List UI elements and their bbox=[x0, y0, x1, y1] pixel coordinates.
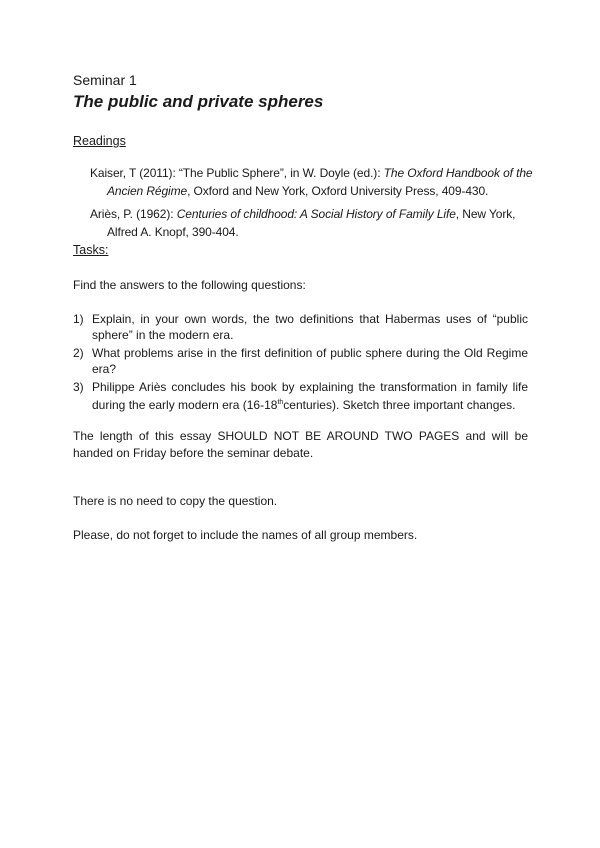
question-number: 2) bbox=[73, 346, 84, 360]
question-text-start: Philippe Ariès concludes his book by explaining the transformation in family life during the early modern era (16-18 bbox=[92, 380, 528, 412]
reading-title: Centuries of childhood: A Social History of Family Life bbox=[176, 207, 456, 221]
seminar-number: Seminar 1 bbox=[73, 72, 137, 88]
page-title: The public and private spheres bbox=[73, 92, 324, 111]
question-list bbox=[73, 311, 528, 415]
question-item bbox=[73, 345, 528, 377]
question-text: Explain, in your own words, the two definitions that Habermas uses of “public sphere” in the modern era. bbox=[92, 312, 528, 342]
reading-prefix: Ariès, P. (1962): bbox=[90, 207, 177, 221]
question-number: 1) bbox=[73, 312, 84, 326]
reading-item bbox=[90, 205, 547, 241]
group-names-note: Please, do not forget to include the names of all group members. bbox=[73, 528, 418, 542]
question-item bbox=[73, 379, 528, 413]
readings-heading: Readings bbox=[73, 134, 126, 148]
question-text bbox=[92, 380, 528, 412]
tasks-heading: Tasks: bbox=[73, 243, 109, 257]
tasks-intro: Find the answers to the following questions: bbox=[73, 278, 306, 292]
reading-suffix: , Oxford and New York, Oxford University Press, 409-430. bbox=[187, 184, 489, 198]
reading-title: The Oxford Handbook of the Ancien Régime bbox=[107, 166, 533, 198]
superscript-th: th bbox=[277, 399, 284, 406]
question-number: 3) bbox=[73, 380, 84, 394]
question-text-end: centuries). Sketch three important changes. bbox=[283, 398, 516, 412]
essay-length-note: The length of this essay SHOULD NOT BE AROUND TWO PAGES and will be handed on Friday before the seminar debate. bbox=[73, 429, 528, 460]
reading-prefix: Kaiser, T (2011): “The Public Sphere”, in W. Doyle (ed.): bbox=[90, 166, 384, 180]
question-item bbox=[73, 311, 528, 343]
question-text: What problems arise in the first definition of public sphere during the Old Regime era? bbox=[92, 346, 528, 376]
reading-item bbox=[90, 164, 547, 200]
reading-suffix: , New York, Alfred A. Knopf, 390-404. bbox=[107, 207, 516, 239]
copy-question-note: There is no need to copy the question. bbox=[73, 494, 278, 508]
